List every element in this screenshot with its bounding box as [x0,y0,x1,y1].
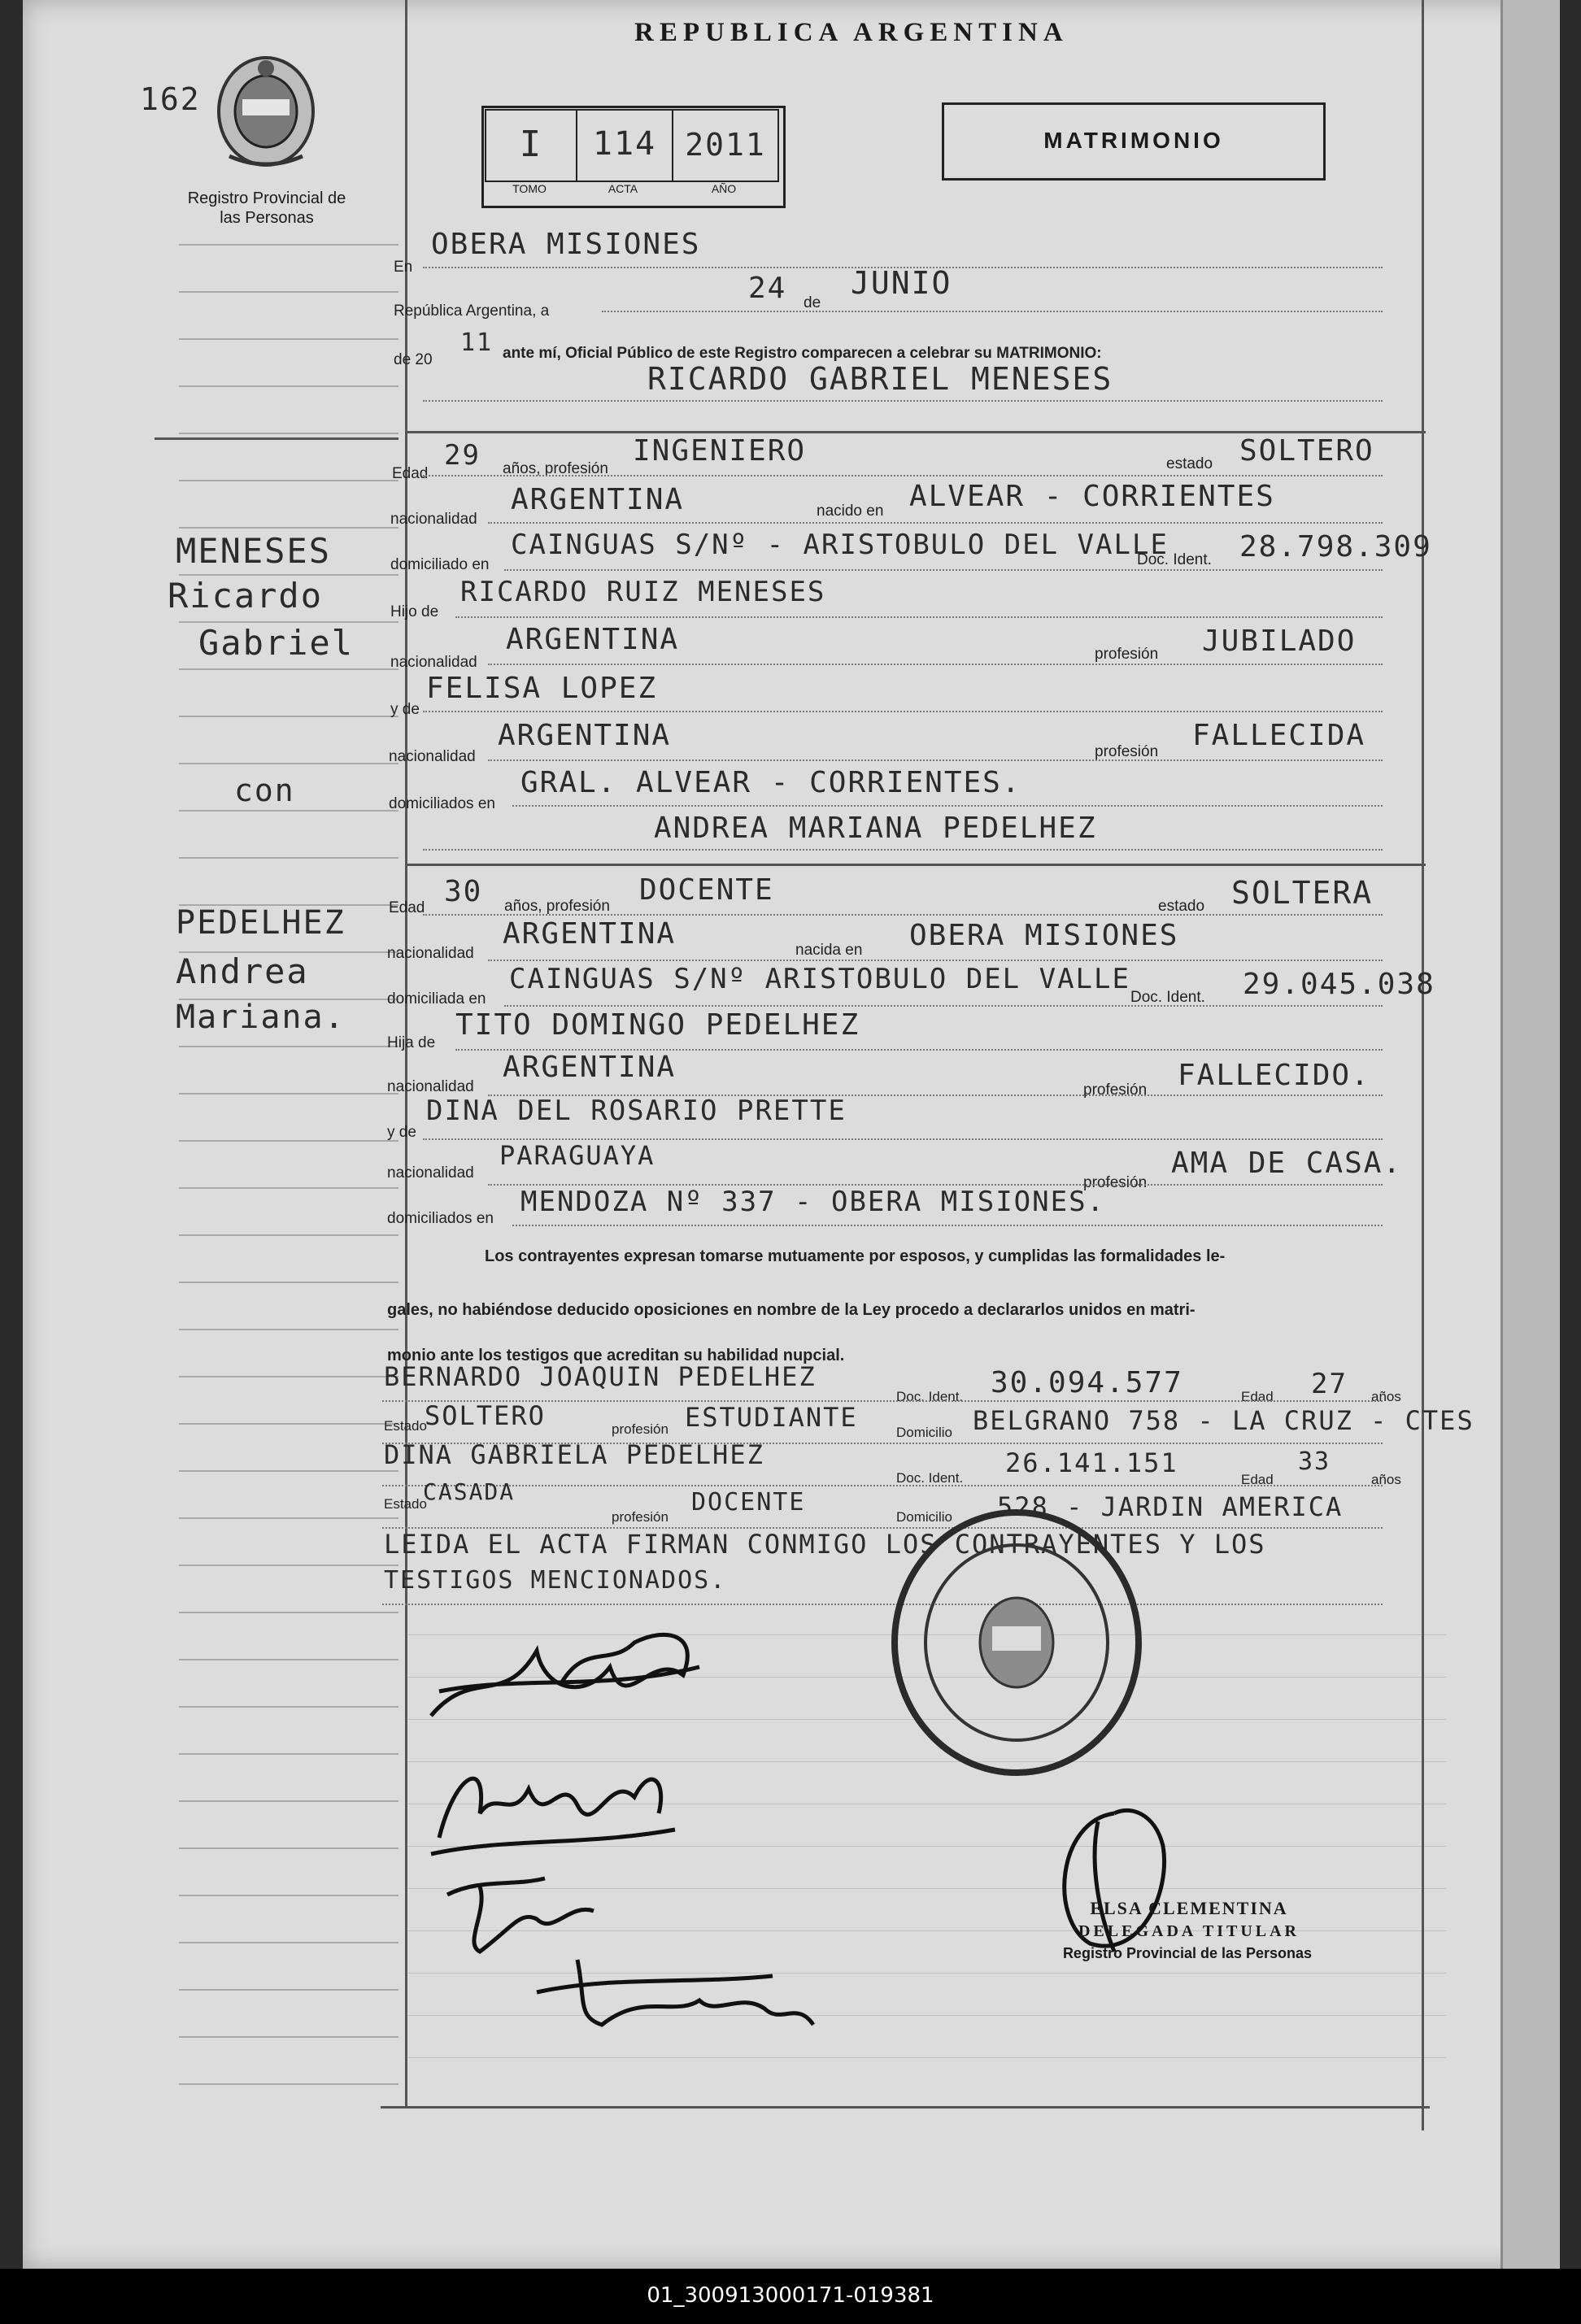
domiciliado-en-label: domiciliado en [390,556,490,573]
margin-con: con [234,772,295,808]
groom-padre-prof: JUBILADO [1202,625,1357,658]
margin-bride-surname: PEDELHEZ [176,904,346,942]
margin-rule [179,1376,399,1377]
margin-rule [179,1659,399,1660]
bride-madre-prof: AMA DE CASA. [1171,1147,1403,1180]
witness1-domicilio: BELGRANO 758 - LA CRUZ - CTES [973,1405,1474,1436]
republica-label: República Argentina, a [394,302,550,320]
witness2-estado: CASADA [423,1478,516,1505]
margin-rule [179,480,399,481]
margin-rule [179,1140,399,1142]
margin-rule [179,1800,399,1802]
witness1-name: BERNARDO JOAQUIN PEDELHEZ [384,1361,817,1392]
margin-divider [155,437,399,440]
margin-rule [179,763,399,764]
bride-padre-nac: ARGENTINA [503,1051,677,1084]
witness-anos-label: años [1371,1472,1401,1487]
margin-rule [179,1706,399,1708]
en-label: En [394,259,413,276]
witness-estado-label: Estado [384,1418,427,1434]
officer-office: Registro Provincial de las Personas [1062,1945,1313,1961]
groom-estado: SOLTERO [1239,434,1374,468]
nacionalidad-label: nacionalidad [387,1164,474,1182]
bottom-border [381,2106,1430,2109]
margin-bride-middle: Mariana. [176,999,346,1036]
bride-doc: 29.045.038 [1243,968,1435,1001]
margin-rule [179,1895,399,1896]
margin-groom-middle: Gabriel [198,623,355,663]
year-suffix: 11 [460,329,494,357]
groom-madre-nac: ARGENTINA [498,719,672,752]
nacida-en-label: nacida en [795,942,863,959]
domiciliada-en-label: domiciliada en [387,990,486,1008]
anio-value: 2011 [685,127,766,163]
witness1-doc: 30.094.577 [991,1366,1183,1399]
nacido-en-label: nacido en [817,503,884,520]
witness-estado-label: Estado [384,1496,427,1512]
acta-value: 114 [592,125,657,163]
margin-groom-surname: MENESES [176,531,332,571]
margin-rule [179,1942,399,1943]
margin-rule [179,810,399,812]
y-de-label: y de [387,1124,416,1141]
groom-padre-nac: ARGENTINA [506,623,680,656]
profesion-label: profesión [1095,646,1159,663]
scan-filename: 01_300913000171-019381 [647,2283,934,2308]
tomo-label: TOMO [512,182,547,195]
witness1-estado: SOLTERO [425,1400,546,1431]
doc-ident-label: Doc. Ident. [1130,989,1205,1006]
registry-name: Registro Provincial de las Personas [187,189,346,227]
witness-doc-label: Doc. Ident. [896,1389,964,1404]
bride-madre-nac: PARAGUAYA [499,1140,655,1171]
nacionalidad-label: nacionalidad [390,654,477,671]
groom-madre-prof: FALLECIDA [1192,719,1366,752]
anos-profesion-label: años, profesión [503,460,608,477]
margin-bride-first: Andrea [176,951,309,991]
witness2-doc: 26.141.151 [1005,1447,1178,1478]
closing-line-1: LEIDA EL ACTA FIRMAN CONMIGO LOS CONTRAYENTES Y LOS [384,1529,1266,1560]
bride-name-header: ANDREA MARIANA PEDELHEZ [654,812,1097,845]
groom-padres-dom: GRAL. ALVEAR - CORRIENTES. [520,766,1021,799]
margin-rule [179,385,399,387]
year-prefix: de 20 [394,351,433,368]
witness-profesion-label: profesión [612,1509,669,1525]
margin-rule [179,1329,399,1330]
right-border [1422,0,1424,2130]
witness1-edad: 27 [1311,1368,1348,1400]
groom-nacido-en: ALVEAR - CORRIENTES [909,480,1275,513]
bride-padres-dom: MENDOZA Nº 337 - OBERA MISIONES. [520,1186,1106,1218]
declaration-line-2: gales, no habiéndose deducido oposiciones en nombre de la Ley procedo a declararlos unidos en matri- [387,1301,1196,1319]
hijo-de-label: Hijo de [390,603,439,620]
groom-nacionalidad: ARGENTINA [511,483,685,516]
bride-profesion: DOCENTE [639,873,774,907]
official-seal-icon [886,1504,1147,1781]
de-label: de [804,294,821,311]
witness2-signature-icon [529,1943,821,2041]
groom-domicilio: CAINGUAS S/Nº - ARISTOBULO DEL VALLE [511,529,1169,561]
groom-madre: FELISA LOPEZ [426,672,658,705]
bride-nacida-en: OBERA MISIONES [909,919,1179,952]
day-value: 24 [748,272,787,305]
groom-edad: 29 [444,439,481,472]
witness2-domicilio: 528 - JARDIN AMERICA [997,1491,1344,1522]
groom-doc: 28.798.309 [1239,530,1432,564]
closing-line-2: TESTIGOS MENCIONADOS. [384,1566,727,1595]
margin-rule [179,527,399,529]
margin-rule [179,338,399,340]
anos-profesion-label: años, profesión [504,898,610,915]
place-value: OBERA MISIONES [431,228,701,261]
groom-name-header: RICARDO GABRIEL MENESES [647,361,1113,397]
officer-role: DELEGADA TITULAR [1078,1922,1300,1940]
bride-padre: TITO DOMINGO PEDELHEZ [455,1008,860,1042]
tomo-value: I [519,124,543,165]
witness-doc-label: Doc. Ident. [896,1470,964,1486]
y-de-label: y de [390,701,420,718]
witness-edad-label: Edad [1241,1472,1274,1487]
acta-cell [576,109,673,182]
margin-rule [179,716,399,717]
domiciliados-en-label: domiciliados en [389,795,495,812]
margin-rule [179,2083,399,2085]
country-title: REPUBLICA ARGENTINA [634,18,1069,47]
act-type-box [942,102,1326,181]
nacionalidad-label: nacionalidad [387,945,474,962]
bride-signature-icon [423,1740,683,1862]
margin-rule [179,433,399,434]
margin-rule [179,1989,399,1991]
bride-madre: DINA DEL ROSARIO PRETTE [426,1095,847,1127]
witness2-profesion: DOCENTE [691,1488,806,1517]
scan-footer [0,2269,1581,2324]
act-type: MATRIMONIO [1043,128,1224,153]
margin-rule [179,1517,399,1519]
margin-rule [179,1282,399,1283]
section-divider [405,431,1426,433]
hija-de-label: Hija de [387,1034,436,1051]
margin-rule [179,291,399,293]
witness-domicilio-label: Domicilio [896,1509,952,1525]
nacionalidad-label: nacionalidad [389,748,476,765]
profesion-label: profesión [1095,743,1159,760]
page-edge [1500,0,1560,2269]
bride-nacionalidad: ARGENTINA [503,917,677,951]
witness2-name: DINA GABRIELA PEDELHEZ [384,1439,764,1470]
anio-label: AÑO [711,182,737,195]
estado-label: estado [1158,898,1205,915]
bride-estado: SOLTERA [1231,875,1374,911]
margin-rule [179,857,399,859]
margin-rule [179,1470,399,1472]
ruled-line [405,2057,1446,2058]
margin-rule [179,1612,399,1613]
bride-padre-prof: FALLECIDO. [1178,1059,1370,1092]
coat-of-arms-icon [213,50,319,172]
domiciliados-en-label: domiciliados en [387,1210,494,1227]
declaration-line-1: Los contrayentes expresan tomarse mutuamente por esposos, y cumplidas las formalidades le- [485,1247,1226,1265]
margin-rule [179,1234,399,1236]
margin-rule [179,1046,399,1047]
groom-signature-icon [423,1618,716,1732]
anio-cell [672,109,779,182]
statement: ante mí, Oficial Público de este Registro comparecen a celebrar su MATRIMONIO: [503,345,1102,362]
bride-domicilio: CAINGUAS S/Nº ARISTOBULO DEL VALLE [509,963,1130,995]
margin-rule [179,1847,399,1849]
margin-groom-first: Ricardo [168,576,324,616]
groom-profesion: INGENIERO [633,434,807,468]
page-number: 162 [140,81,201,117]
tomo-cell [485,109,577,182]
estado-label: estado [1166,455,1213,472]
witness-edad-label: Edad [1241,1389,1274,1404]
nacionalidad-label: nacionalidad [387,1078,474,1095]
witness1-profesion: ESTUDIANTE [685,1402,858,1433]
section-divider [405,864,1426,866]
margin-rule [179,244,399,246]
bride-edad: 30 [444,875,483,908]
margin-rule [179,1093,399,1095]
officer-name: ELSA CLEMENTINA [1090,1898,1288,1918]
doc-ident-label: Doc. Ident. [1137,551,1212,568]
margin-rule [179,2036,399,2038]
profesion-label: profesión [1083,1081,1148,1099]
edad-label: Edad [392,465,429,482]
nacionalidad-label: nacionalidad [390,511,477,528]
margin-rule [179,1565,399,1566]
witness2-edad: 33 [1298,1447,1331,1476]
witness-profesion-label: profesión [612,1421,669,1437]
acta-label: ACTA [608,182,638,195]
groom-padre: RICARDO RUIZ MENESES [460,576,826,608]
margin-rule [179,1187,399,1189]
margin-rule [179,1753,399,1755]
declaration-line-3: monio ante los testigos que acreditan su habilidad nupcial. [387,1347,845,1364]
margin-rule [179,1423,399,1425]
witness-domicilio-label: Domicilio [896,1425,952,1440]
profesion-label: profesión [1083,1174,1148,1191]
month-value: JUNIO [851,265,952,301]
margin-rule [179,668,399,670]
edad-label: Edad [389,899,425,916]
witness-anos-label: años [1371,1389,1401,1404]
